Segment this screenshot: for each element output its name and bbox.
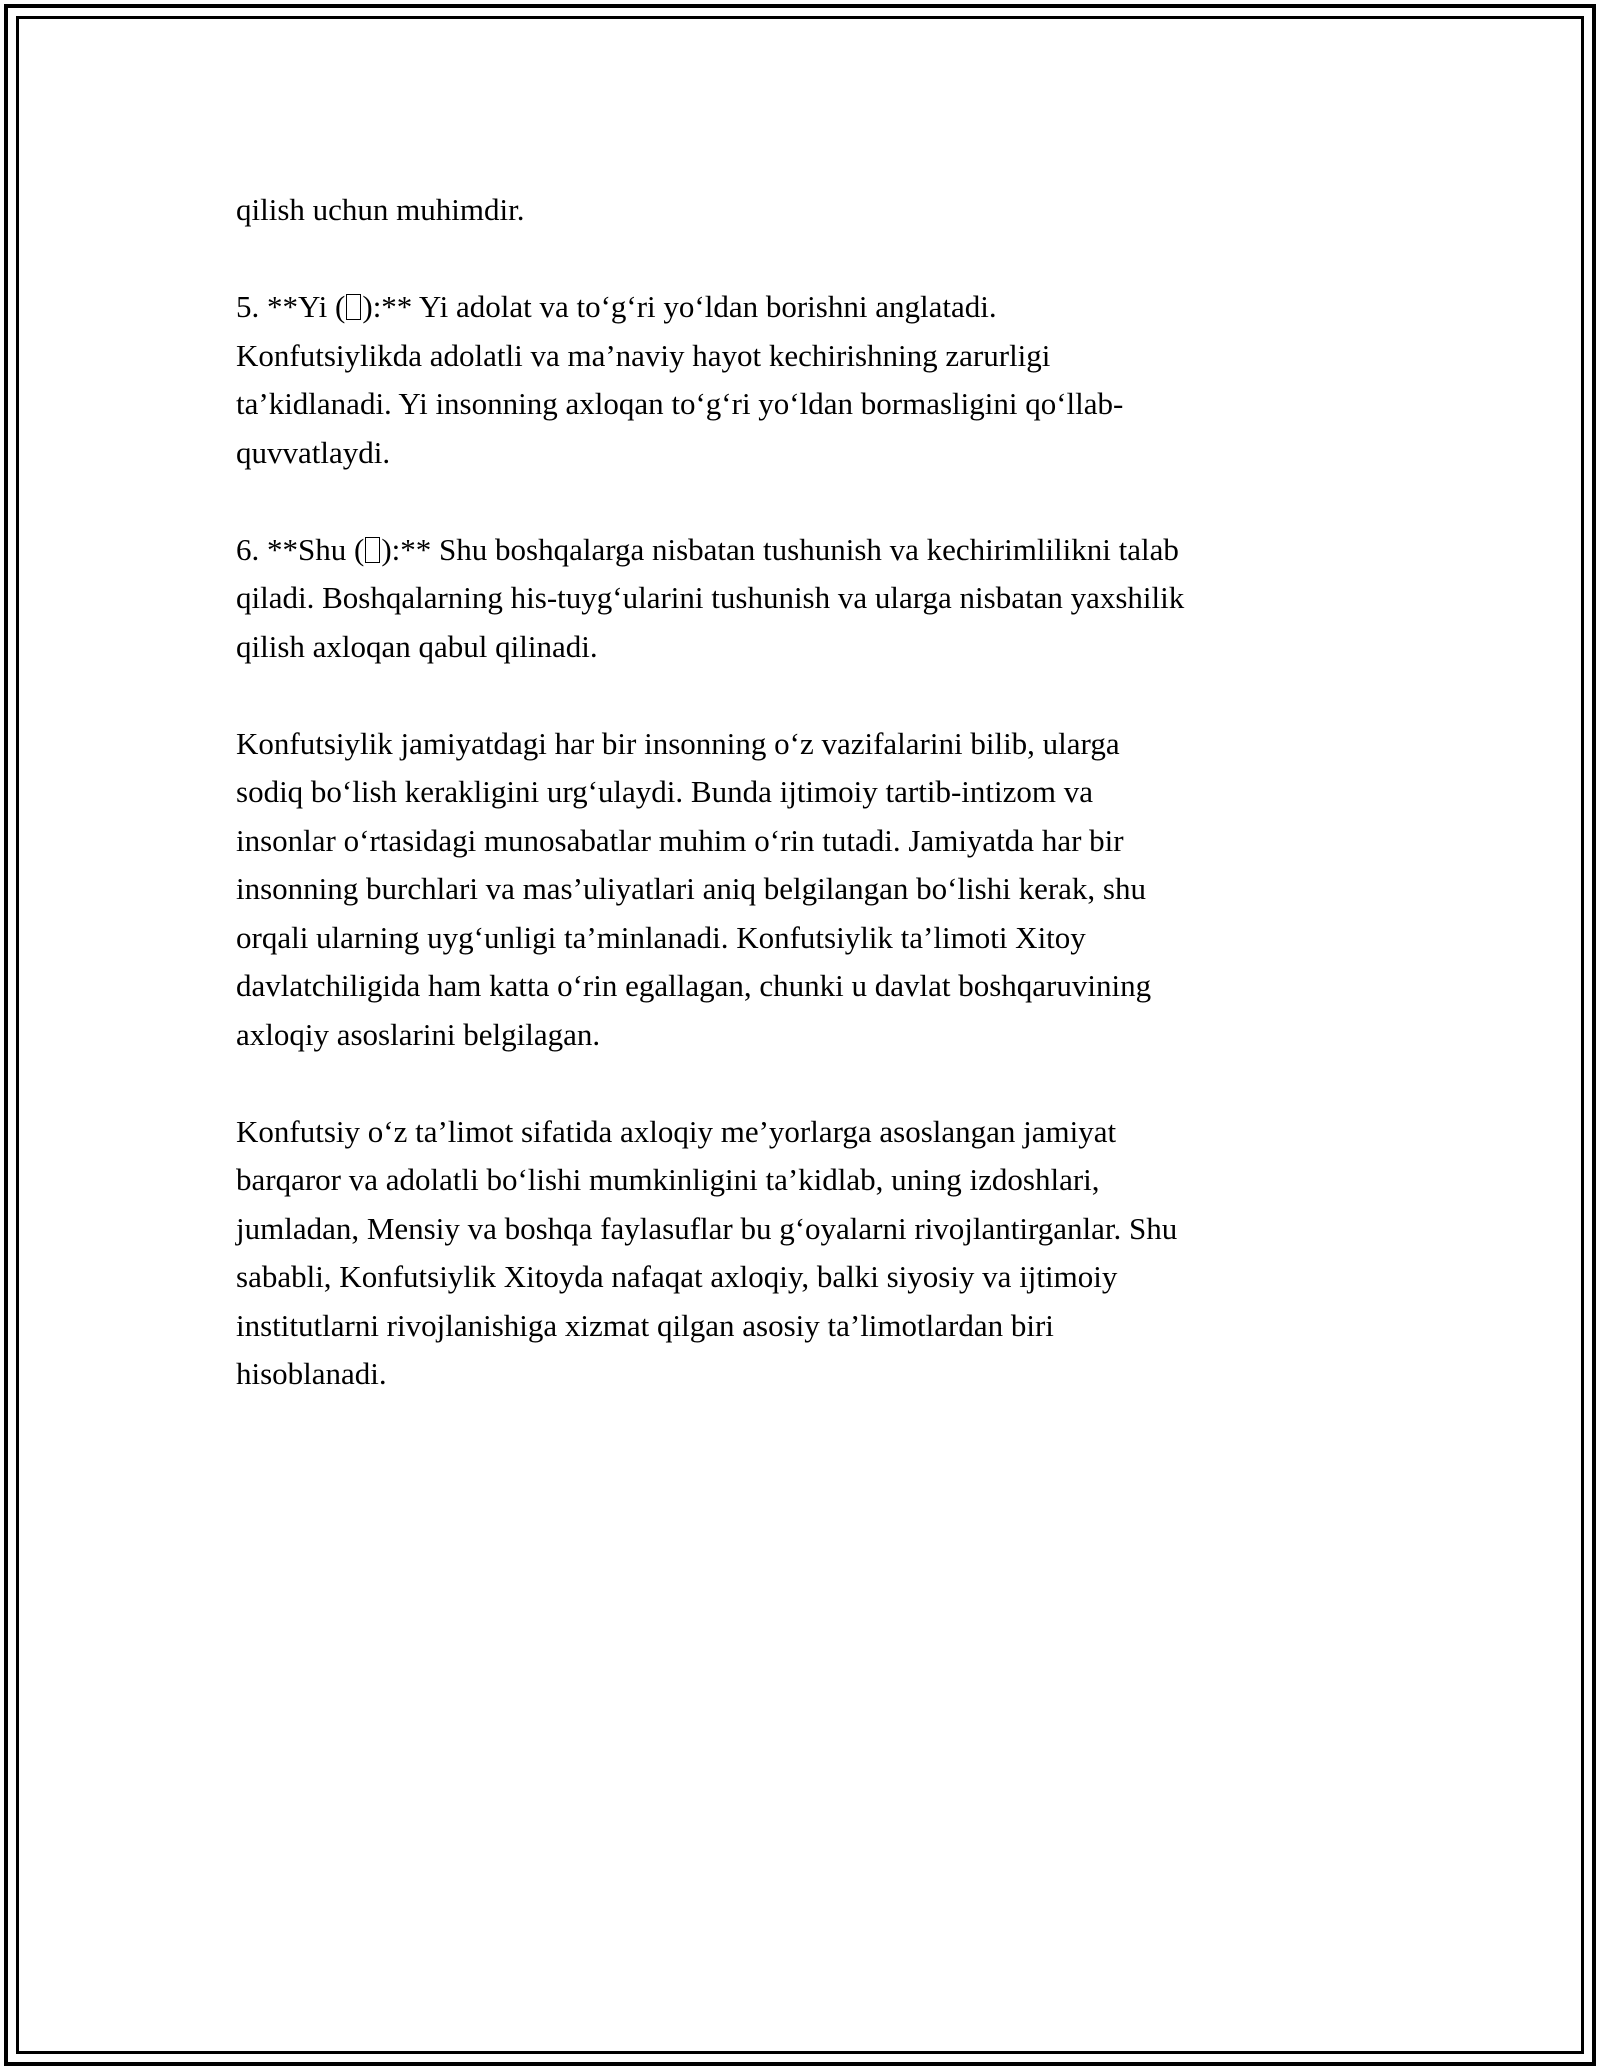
paragraph-conclusion [236, 1108, 1366, 1399]
text-segment: ):** Shu boshqalarga nisbatan tushunish va kechirimlilikni talab [381, 531, 1179, 567]
paragraph-society [236, 720, 1366, 1060]
text-line: axloqiy asoslarini belgilagan. [236, 1016, 601, 1052]
document-body [236, 186, 1366, 1447]
text-line: Konfutsiy o‘z ta’limot sifatida axloqiy me’yorlarga asoslangan jamiyat [236, 1113, 1117, 1149]
paragraph-shu [236, 526, 1366, 672]
text-line-shu-heading [236, 526, 1366, 575]
text-line: davlatchiligida ham katta o‘rin egallagan, chunki u davlat boshqaruvining [236, 968, 1152, 1003]
text-line: Konfutsiylik jamiyatdagi har bir insonning o‘z vazifalarini bilib, ularga [236, 725, 1120, 761]
text-line: barqaror va adolatli bo‘lishi mumkinligini ta’kidlab, uning izdoshlari, [236, 1162, 1100, 1197]
text-line: jumladan, Mensiy va boshqa faylasuflar bu g‘oyalarni rivojlantirganlar. Shu [236, 1210, 1178, 1246]
text-line: sababli, Konfutsiylik Xitoyda nafaqat axloqiy, balki siyosiy va ijtimoiy [236, 1259, 1118, 1294]
text-line: quvvatlaydi. [236, 434, 391, 470]
text-line: orqali ularning uyg‘unligi ta’minlanadi. Konfutsiylik ta’limoti Xitoy [236, 919, 1086, 955]
text-line: qilish uchun muhimdir. [236, 192, 525, 227]
text-line: qilish axloqan qabul qilinadi. [236, 628, 598, 664]
text-line: insonning burchlari va mas’uliyatlari aniq belgilangan bo‘lishi kerak, shu [236, 871, 1146, 906]
text-line: sodiq bo‘lish kerakligini urg‘ulaydi. Bunda ijtimoiy tartib-intizom va [236, 774, 1093, 809]
text-segment: ):** Yi adolat va to‘g‘ri yo‘ldan borishni anglatadi. [362, 289, 997, 324]
paragraph-continuation [236, 186, 1366, 235]
text-line: qiladi. Boshqalarning his-tuyg‘ularini tushunish va ularga nisbatan yaxshilik [236, 580, 1185, 615]
text-line-yi-heading [236, 283, 1366, 332]
text-segment: 5. **Yi ( [236, 289, 346, 324]
text-line: institutlarni rivojlanishiga xizmat qilgan asosiy ta’limotlardan biri [236, 1307, 1054, 1343]
paragraph-yi [236, 283, 1366, 477]
text-segment: 6. **Shu ( [236, 531, 365, 567]
missing-glyph-icon [346, 294, 361, 320]
text-line: hisoblanadi. [236, 1356, 387, 1391]
text-line: insonlar o‘rtasidagi munosabatlar muhim o‘rin tutadi. Jamiyatda har bir [236, 822, 1124, 858]
text-line: ta’kidlanadi. Yi insonning axloqan to‘g‘ri yo‘ldan bormasligini qo‘llab- [236, 386, 1124, 421]
text-line: Konfutsiylikda adolatli va ma’naviy hayot kechirishning zarurligi [236, 337, 1051, 373]
missing-glyph-icon [365, 537, 380, 563]
